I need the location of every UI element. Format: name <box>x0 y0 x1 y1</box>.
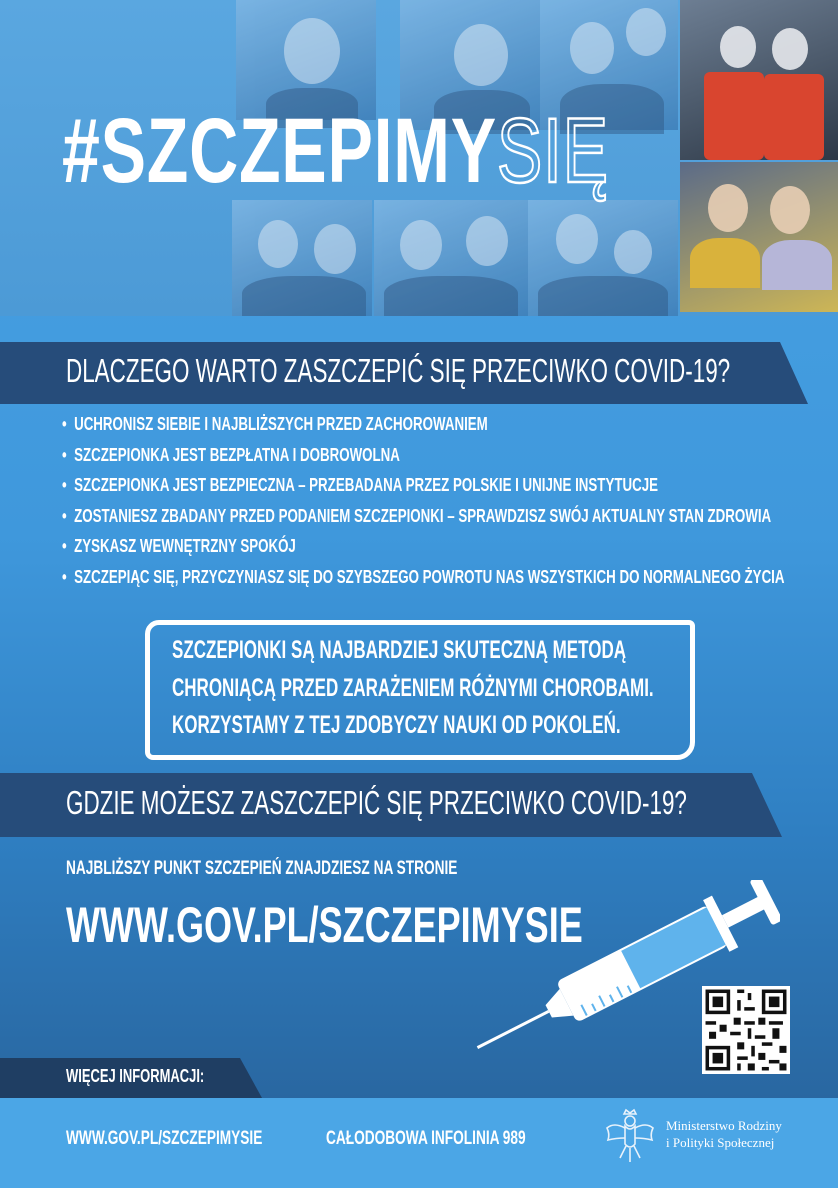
benefit-item: • ZYSKASZ WEWNĘTRZNY SPOKÓJ <box>62 536 785 567</box>
photo-two-men <box>232 200 372 316</box>
more-info-label: WIĘCEJ INFORMACJI: <box>66 1066 205 1086</box>
quote-line: SZCZEPIONKI SĄ NAJBARDZIEJ SKUTECZNĄ METODĄ <box>172 636 626 664</box>
campaign-hashtag: #SZCZEPIMYSIĘ <box>62 100 609 202</box>
ministry-line-1: Ministerstwo Rodziny <box>666 1118 782 1133</box>
benefit-item: • SZCZEPIONKA JEST BEZPIECZNA – PRZEBADANA PRZEZ POLSKIE I UNIJNE INSTYTUCJE <box>62 475 785 506</box>
quote-line: CHRONIĄCĄ PRZED ZARAŻENIEM RÓŻNYMI CHOROBAMI. <box>172 674 654 702</box>
ministry-name <box>666 1117 782 1151</box>
ministry-line-2: i Polityki Społecznej <box>666 1135 775 1150</box>
hero-collage <box>0 0 838 316</box>
where-note: NAJBLIŻSZY PUNKT SZCZEPIEŃ ZNAJDZIESZ NA STRONIE <box>66 858 458 879</box>
footer-url-link[interactable]: WWW.GOV.PL/SZCZEPIMYSIE <box>66 1128 263 1149</box>
benefit-item: • SZCZEPIONKA JEST BEZPŁATNA I DOBROWOLNA <box>62 445 785 476</box>
quote-line: KORZYSTAMY Z TEJ ZDOBYCZY NAUKI OD POKOLEŃ. <box>172 711 621 739</box>
campaign-url-link[interactable]: WWW.GOV.PL/SZCZEPIMYSIE <box>66 897 583 953</box>
benefits-list <box>62 414 838 597</box>
benefit-item: • SZCZEPIĄC SIĘ, PRZYCZYNIASZ SIĘ DO SZYBSZEGO POWROTU NAS WSZYSTKICH DO NORMALNEGO ŻYCIA <box>62 567 785 598</box>
photo-cyclists <box>374 200 528 316</box>
benefit-item: • ZOSTANIESZ ZBADANY PRZED PODANIEM SZCZEPIONKI – SPRAWDZISZ SWÓJ AKTUALNY STAN ZDROWIA <box>62 506 785 537</box>
photo-mother-daughter <box>680 162 838 312</box>
photo-paramedics <box>680 0 838 160</box>
photo-mother-child <box>528 200 678 316</box>
why-heading: DLACZEGO WARTO ZASZCZEPIĆ SIĘ PRZECIWKO COVID-19? <box>66 352 731 389</box>
benefit-item: • UCHRONISZ SIEBIE I NAJBLIŻSZYCH PRZED ZACHOROWANIEM <box>62 414 785 445</box>
where-heading: GDZIE MOŻESZ ZASZCZEPIĆ SIĘ PRZECIWKO COVID-19? <box>66 784 687 821</box>
polish-eagle-icon <box>604 1108 656 1164</box>
qr-code-icon[interactable] <box>702 986 790 1074</box>
hotline-label: CAŁODOBOWA INFOLINIA 989 <box>326 1128 526 1149</box>
